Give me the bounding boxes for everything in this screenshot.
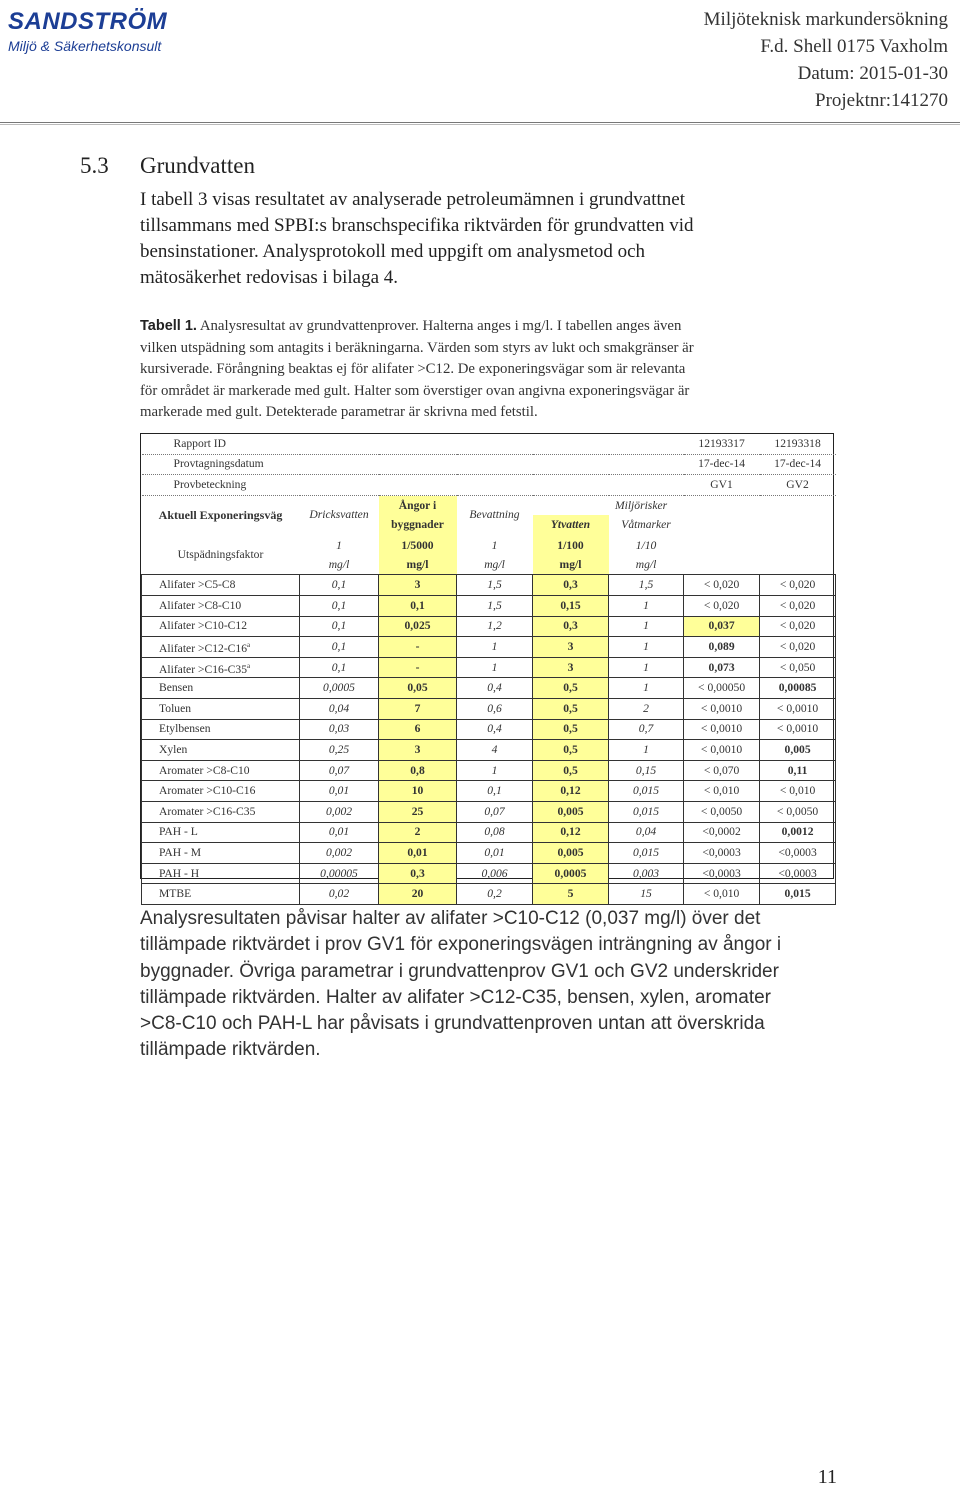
miljorisker-header: Miljörisker xyxy=(614,498,668,512)
table-row xyxy=(142,802,836,823)
angor-line: Ångor i xyxy=(398,499,437,513)
header-info xyxy=(704,6,948,114)
guideline-value: 6 xyxy=(379,719,457,740)
guideline-value: 0,2 xyxy=(457,884,533,905)
gv1-result: < 0,010 xyxy=(684,884,760,905)
guideline-value: 0,02 xyxy=(300,884,379,905)
ytvatten-header: Ytvatten xyxy=(533,515,609,535)
rapport-id: 12193318 xyxy=(760,434,836,454)
parameter-label: Toluen xyxy=(159,701,192,715)
gv1-result: < 0,0050 xyxy=(684,802,760,823)
table-row xyxy=(142,678,836,699)
table-row xyxy=(142,719,836,740)
gv1-result: <0,0003 xyxy=(684,843,760,864)
guideline-value: 1 xyxy=(457,760,533,781)
page-number: 11 xyxy=(817,1466,837,1488)
guideline-value: 0,25 xyxy=(300,740,379,761)
gv1-result: <0,0002 xyxy=(684,822,760,843)
guideline-value: 0,5 xyxy=(533,760,609,781)
guideline-value: 0,002 xyxy=(300,802,379,823)
conclusion-line: tillämpade riktvärden. Halter av alifater >C12-C35, bensen, xylen, aromater xyxy=(140,986,771,1008)
gv2-result: 0,0012 xyxy=(760,822,836,843)
section-title: Grundvatten xyxy=(140,153,255,178)
parameter-name xyxy=(142,719,300,740)
guideline-value: 0,01 xyxy=(379,843,457,864)
gv2-result: <0,0003 xyxy=(760,843,836,864)
utsp-value: 1 xyxy=(491,538,498,552)
gv1-result: 0,037 xyxy=(684,616,760,637)
unit: mg/l xyxy=(635,557,657,571)
guideline-value: 3 xyxy=(533,657,609,678)
parameter-label: Xylen xyxy=(159,743,188,757)
gv1-result: < 0,020 xyxy=(684,596,760,617)
table-caption xyxy=(140,316,830,424)
parameter-label: PAH - L xyxy=(159,825,198,839)
guideline-value: 0,1 xyxy=(300,596,379,617)
guideline-value: 0,07 xyxy=(300,760,379,781)
utsp-cell xyxy=(533,535,609,575)
utsp-cell xyxy=(457,535,533,575)
header-line: Miljöteknisk markundersökning xyxy=(703,9,948,30)
parameter-name xyxy=(142,863,300,884)
rapport-id: 12193317 xyxy=(684,434,760,454)
guideline-value: 0,4 xyxy=(457,678,533,699)
guideline-value: 0,015 xyxy=(609,781,684,802)
parameter-label: PAH - H xyxy=(159,866,200,880)
guideline-value: 0,15 xyxy=(533,596,609,617)
guideline-value: 3 xyxy=(379,740,457,761)
gv1-result: < 0,0010 xyxy=(684,740,760,761)
guideline-value: 1,5 xyxy=(457,575,533,596)
guideline-value: 0,01 xyxy=(457,843,533,864)
parameter-name xyxy=(142,616,300,637)
utsp-value: 1/100 xyxy=(557,538,584,552)
guideline-value: 1 xyxy=(609,657,684,678)
utsp-cell xyxy=(379,535,457,575)
guideline-value: 0,01 xyxy=(300,781,379,802)
guideline-value: 4 xyxy=(457,740,533,761)
guideline-value: 3 xyxy=(379,575,457,596)
table-row xyxy=(142,781,836,802)
unit: mg/l xyxy=(328,557,350,571)
table-row xyxy=(142,843,836,864)
conclusion-line: Analysresultaten påvisar halter av alifater >C10-C12 (0,037 mg/l) över det xyxy=(140,908,761,929)
parameter-name xyxy=(142,637,300,658)
guideline-value: 7 xyxy=(379,699,457,720)
vatmarker-header: Våtmarker xyxy=(621,518,671,532)
guideline-value: 0,5 xyxy=(533,699,609,720)
parameter-label: Alifater >C5-C8 xyxy=(159,578,236,592)
guideline-value: 0,1 xyxy=(300,575,379,596)
gv2-result: < 0,020 xyxy=(760,616,836,637)
guideline-value: 1,5 xyxy=(609,575,684,596)
conclusion-line: tillämpade riktvärden. xyxy=(140,1039,321,1061)
guideline-value: 0,015 xyxy=(609,802,684,823)
parameter-name xyxy=(142,596,300,617)
table-row xyxy=(142,657,836,678)
guideline-value: 0,12 xyxy=(533,822,609,843)
intro-line: mätosäkerhet redovisas i bilaga 4. xyxy=(140,267,399,288)
utsp-value: 1/10 xyxy=(635,538,657,552)
guideline-value: 1 xyxy=(609,637,684,658)
guideline-value: 0,04 xyxy=(300,699,379,720)
caption-line: vilken utspädning som antagits i beräkningarna. Värden som styrs av lukt och smakgränser är xyxy=(140,339,694,356)
table-row xyxy=(142,884,836,905)
parameter-name xyxy=(142,760,300,781)
caption-line: för området är markerade med gult. Halter som överstiger ovan angivna exponeringsvägar är xyxy=(140,382,690,399)
gv2-result: 0,00085 xyxy=(760,678,836,699)
guideline-value: 1 xyxy=(457,657,533,678)
results-table xyxy=(141,434,836,905)
logo-title: SANDSTRÖM xyxy=(8,8,168,35)
guideline-value: 0,3 xyxy=(533,575,609,596)
gv1-result: 0,073 xyxy=(684,657,760,678)
parameter-name xyxy=(142,678,300,699)
datum-value: 17-dec-14 xyxy=(684,454,760,475)
guideline-value: 0,12 xyxy=(533,781,609,802)
parameter-label: Etylbensen xyxy=(159,722,211,736)
bevattning-header: Bevattning xyxy=(469,508,520,522)
rapport-label: Rapport ID xyxy=(142,434,684,454)
unit: mg/l xyxy=(559,557,582,571)
utsp-cell xyxy=(300,535,379,575)
utsp-value: 1/5000 xyxy=(401,538,434,552)
gv2-result: < 0,050 xyxy=(760,657,836,678)
guideline-value: 0,8 xyxy=(379,760,457,781)
parameter-name xyxy=(142,657,300,678)
guideline-value: 0,0005 xyxy=(533,863,609,884)
empty-cell xyxy=(684,495,836,575)
guideline-value: 0,5 xyxy=(533,678,609,699)
header-line: Datum: 2015-01-30 xyxy=(797,63,948,84)
guideline-value: 0,5 xyxy=(533,740,609,761)
guideline-value: 0,3 xyxy=(533,616,609,637)
gv1-result: <0,0003 xyxy=(684,863,760,884)
conclusion-line: tillämpade riktvärdet i prov GV1 för exponeringsvägen inträngning av ångor i xyxy=(140,934,782,956)
footnote-mark: a xyxy=(247,641,251,650)
guideline-value: - xyxy=(379,657,457,678)
gv2-result: < 0,020 xyxy=(760,596,836,617)
guideline-value: 1 xyxy=(609,596,684,617)
gv1-result: < 0,00050 xyxy=(684,678,760,699)
gv1-result: < 0,070 xyxy=(684,760,760,781)
gv2-result: < 0,020 xyxy=(760,575,836,596)
gv2-result: 0,015 xyxy=(760,884,836,905)
table-row xyxy=(142,699,836,720)
guideline-value: 1 xyxy=(609,616,684,637)
guideline-value: 0,1 xyxy=(379,596,457,617)
parameter-name xyxy=(142,822,300,843)
guideline-value: 1,5 xyxy=(457,596,533,617)
logo-subtitle: Miljö & Säkerhetskonsult xyxy=(8,38,162,54)
gv2-result: 0,005 xyxy=(760,740,836,761)
guideline-value: 2 xyxy=(609,699,684,720)
parameter-name xyxy=(142,843,300,864)
guideline-value: 0,4 xyxy=(457,719,533,740)
guideline-value: 0,04 xyxy=(609,822,684,843)
header-rule xyxy=(0,122,960,125)
caption-line: markerade med gult. Detekterade parametrar är skrivna med fetstil. xyxy=(140,404,538,420)
guideline-value: 0,025 xyxy=(379,616,457,637)
guideline-value: 0,015 xyxy=(609,843,684,864)
guideline-value: 0,1 xyxy=(300,616,379,637)
conclusion-line: byggnader. Övriga parametrar i grundvattenprov GV1 och GV2 underskrider xyxy=(140,960,779,982)
table-row xyxy=(142,596,836,617)
unit: mg/l xyxy=(484,557,505,571)
gv2-result: 0,11 xyxy=(760,760,836,781)
datum-value: 17-dec-14 xyxy=(760,454,836,475)
table-row xyxy=(142,863,836,884)
guideline-value: 0,01 xyxy=(300,822,379,843)
guideline-value: 1,2 xyxy=(457,616,533,637)
parameter-label: Alifater >C12-C16 xyxy=(159,641,248,655)
gv1-result: 0,089 xyxy=(684,637,760,658)
conclusion-paragraph xyxy=(140,906,840,1064)
datum-label: Provtagningsdatum xyxy=(142,454,684,475)
guideline-value: 15 xyxy=(609,884,684,905)
table-row xyxy=(142,760,836,781)
guideline-value: 1 xyxy=(457,637,533,658)
guideline-value: 0,006 xyxy=(457,863,533,884)
parameter-label: Aromater >C10-C16 xyxy=(159,784,256,798)
intro-line: bensinstationer. Analysprotokoll med uppgift om analysmetod och xyxy=(140,241,646,262)
table-row xyxy=(142,575,836,596)
guideline-value: 0,07 xyxy=(457,802,533,823)
parameter-label: Bensen xyxy=(159,681,194,695)
header-line: Projektnr:141270 xyxy=(815,90,948,111)
header-line: F.d. Shell 0175 Vaxholm xyxy=(760,36,948,57)
guideline-value: 1 xyxy=(609,678,684,699)
table-row xyxy=(142,637,836,658)
parameter-name xyxy=(142,884,300,905)
guideline-value: 3 xyxy=(533,637,609,658)
angor-header xyxy=(379,495,457,535)
table-row xyxy=(142,616,836,637)
guideline-value: 5 xyxy=(533,884,609,905)
utsp-label: Utspädningsfaktor xyxy=(177,547,264,561)
dricksvatten-header: Dricksvatten xyxy=(309,508,369,522)
gv2-result: < 0,020 xyxy=(760,637,836,658)
caption-line: kursiverade. Förångning beaktas ej för alifater >C12. De exponeringsvägar som är relevanta xyxy=(140,361,686,377)
guideline-value: 0,05 xyxy=(379,678,457,699)
guideline-value: 0,1 xyxy=(457,781,533,802)
gv2-result: < 0,0050 xyxy=(760,802,836,823)
guideline-value: 2 xyxy=(379,822,457,843)
intro-line: tillsammans med SPBI:s branschspecifika riktvärden för grundvatten vid xyxy=(140,215,694,236)
parameter-label: Aromater >C16-C35 xyxy=(159,804,256,818)
conclusion-line: >C8-C10 och PAH-L har påvisats i grundvattenproven untan att överskrida xyxy=(140,1013,765,1035)
gv1-result: < 0,0010 xyxy=(684,719,760,740)
section-number: 5.3 xyxy=(80,153,109,178)
parameter-label: PAH - M xyxy=(159,845,202,859)
provbet-value: GV1 xyxy=(684,475,760,496)
guideline-value: - xyxy=(379,637,457,658)
utsp-value: 1 xyxy=(336,538,342,552)
parameter-name xyxy=(142,781,300,802)
parameter-label: Alifater >C10-C12 xyxy=(159,619,248,633)
table-row xyxy=(142,822,836,843)
gv2-result: < 0,0010 xyxy=(760,699,836,720)
caption-label: Tabell 1. xyxy=(140,318,197,334)
footnote-mark: a xyxy=(247,661,251,670)
guideline-value: 0,7 xyxy=(609,719,684,740)
guideline-value: 10 xyxy=(379,781,457,802)
parameter-name xyxy=(142,699,300,720)
guideline-value: 25 xyxy=(379,802,457,823)
parameter-label: MTBE xyxy=(159,887,192,901)
caption-line: Analysresultat av grundvattenprover. Halterna anges i mg/l. I tabellen anges även xyxy=(196,318,682,334)
provbet-value: GV2 xyxy=(760,475,836,496)
guideline-value: 0,00005 xyxy=(300,863,379,884)
gv1-result: < 0,010 xyxy=(684,781,760,802)
guideline-value: 0,005 xyxy=(533,843,609,864)
guideline-value: 0,5 xyxy=(533,719,609,740)
gv2-result: < 0,0010 xyxy=(760,719,836,740)
intro-line: I tabell 3 visas resultatet av analyserade petroleumämnen i grundvattnet xyxy=(140,189,685,210)
parameter-label: Alifater >C16-C35 xyxy=(159,662,248,676)
table-row xyxy=(142,740,836,761)
guideline-value: 0,1 xyxy=(300,637,379,658)
guideline-value: 0,6 xyxy=(457,699,533,720)
gv1-result: < 0,020 xyxy=(684,575,760,596)
guideline-value: 0,1 xyxy=(300,657,379,678)
gv2-result: < 0,010 xyxy=(760,781,836,802)
angor-line: byggnader xyxy=(391,518,444,532)
gv1-result: < 0,0010 xyxy=(684,699,760,720)
exp-label: Aktuell Exponeringsväg xyxy=(158,508,283,523)
guideline-value: 0,15 xyxy=(609,760,684,781)
gv2-result: <0,0003 xyxy=(760,863,836,884)
guideline-value: 0,002 xyxy=(300,843,379,864)
utsp-cell xyxy=(609,535,684,575)
guideline-value: 0,08 xyxy=(457,822,533,843)
guideline-value: 20 xyxy=(379,884,457,905)
provbet-label: Provbeteckning xyxy=(142,475,684,496)
parameter-name xyxy=(142,802,300,823)
guideline-value: 0,003 xyxy=(609,863,684,884)
parameter-name xyxy=(142,740,300,761)
guideline-value: 1 xyxy=(609,740,684,761)
parameter-name xyxy=(142,575,300,596)
parameter-label: Aromater >C8-C10 xyxy=(159,763,250,777)
guideline-value: 0,0005 xyxy=(300,678,379,699)
unit: mg/l xyxy=(406,557,429,571)
guideline-value: 0,3 xyxy=(379,863,457,884)
parameter-label: Alifater >C8-C10 xyxy=(159,598,242,612)
guideline-value: 0,005 xyxy=(533,802,609,823)
guideline-value: 0,03 xyxy=(300,719,379,740)
